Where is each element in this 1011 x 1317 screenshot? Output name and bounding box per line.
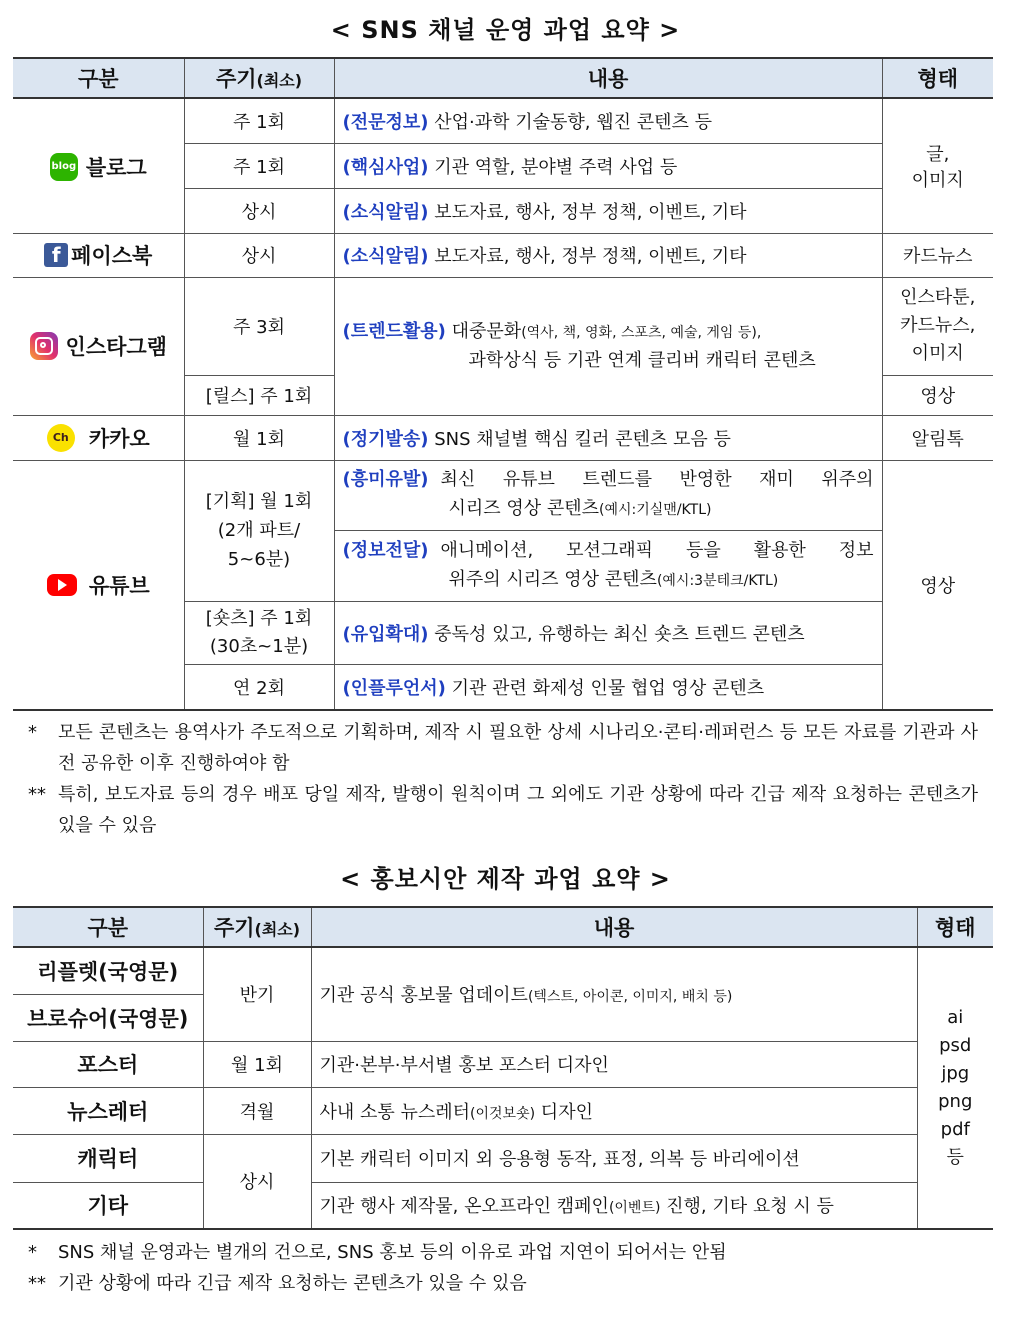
cycle-cell: 격월	[203, 1087, 311, 1134]
category-blog: blog 블로그	[13, 98, 184, 233]
header-category: 구분	[13, 907, 203, 947]
cycle-cell: 상시	[184, 188, 334, 233]
cycle-cell: 주 3회	[184, 277, 334, 375]
cycle-cell: 반기	[203, 947, 311, 1041]
header-content: 내용	[311, 907, 917, 947]
sns-table	[13, 57, 993, 711]
header-content: 내용	[334, 58, 882, 98]
category-facebook: f 페이스북	[13, 233, 184, 277]
content-cell: 사내 소통 뉴스레터(이것보숏) 디자인	[311, 1087, 917, 1134]
promo-table	[13, 906, 993, 1230]
content-cell: (트렌드활용) 대중문화(역사, 책, 영화, 스포츠, 예술, 게임 등), 과학상식 등 기관 연계 클리버 캐릭터 콘텐츠	[334, 277, 882, 415]
cycle-cell: 주 1회	[184, 98, 334, 143]
youtube-icon	[47, 574, 77, 596]
promo-section-title: < 홍보시안 제작 과업 요약 >	[340, 865, 671, 893]
table-row	[13, 277, 993, 375]
header-format: 형태	[917, 907, 993, 947]
header-format: 형태	[882, 58, 993, 98]
category-youtube: 유튜브	[13, 460, 184, 710]
content-cell: 기관 공식 홍보물 업데이트(텍스트, 아이콘, 이미지, 배치 등)	[311, 947, 917, 1041]
format-item: psd	[939, 1035, 972, 1056]
table-row	[13, 947, 993, 994]
header-cycle: 주기(최소)	[203, 907, 311, 947]
header-category: 구분	[13, 58, 184, 98]
sns-section-title: < SNS 채널 운영 과업 요약 >	[330, 16, 681, 44]
format-cell: 알림톡	[882, 415, 993, 460]
category-etc: 기타	[13, 1182, 203, 1229]
content-cell: (정기발송) SNS 채널별 핵심 킬러 콘텐츠 모음 등	[334, 415, 882, 460]
table-row	[13, 233, 993, 277]
category-instagram: 인스타그램	[13, 277, 184, 415]
content-cell: 기관·본부·부서별 홍보 포스터 디자인	[311, 1041, 917, 1087]
cycle-cell: [릴스] 주 1회	[184, 375, 334, 415]
note-item: * SNS 채널 운영과는 별개의 건으로, SNS 홍보 등의 이유로 과업 지연이 되어서는 안됨	[28, 1242, 727, 1263]
format-cell: 카드뉴스	[882, 233, 993, 277]
header-cycle: 주기(최소)	[184, 58, 334, 98]
format-item: ai	[947, 1007, 964, 1028]
table-row	[13, 1087, 993, 1134]
table-row	[13, 1182, 993, 1229]
blog-icon: blog	[50, 153, 78, 181]
note-item: ** 기관 상황에 따라 긴급 제작 요청하는 콘텐츠가 있을 수 있음	[28, 1273, 527, 1294]
category-character: 캐릭터	[13, 1134, 203, 1182]
table-row	[13, 415, 993, 460]
content-cell: (소식알림) 보도자료, 행사, 정부 정책, 이벤트, 기타	[334, 188, 882, 233]
cycle-cell: [숏츠] 주 1회 (30초~1분)	[184, 601, 334, 664]
content-cell: 기관 행사 제작물, 온오프라인 캠페인(이벤트) 진행, 기타 요청 시 등	[311, 1182, 917, 1229]
table-row	[13, 460, 993, 530]
cycle-cell: 상시	[203, 1134, 311, 1229]
content-cell: (흥미유발) 최신 유튜브 트렌드를 반영한 재미 위주의 시리즈 영상 콘텐츠(예시:기실맨/KTL)	[334, 460, 882, 530]
table-row	[13, 1041, 993, 1087]
format-item: 등	[946, 1147, 964, 1168]
table-row	[13, 1134, 993, 1182]
category-brochure: 브로슈어(국영문)	[13, 994, 203, 1041]
promo-notes	[28, 1237, 978, 1299]
format-item: pdf	[940, 1119, 970, 1140]
format-item: jpg	[941, 1063, 970, 1084]
cycle-cell: 상시	[184, 233, 334, 277]
content-cell: (핵심사업) 기관 역할, 분야별 주력 사업 등	[334, 143, 882, 188]
cycle-cell: [기획] 월 1회 (2개 파트/ 5~6분)	[184, 460, 334, 601]
kakao-channel-icon: Ch	[47, 424, 75, 452]
content-cell: (인플루언서) 기관 관련 화제성 인물 협업 영상 콘텐츠	[334, 664, 882, 710]
table-row	[13, 98, 993, 143]
note-item: ** 특히, 보도자료 등의 경우 배포 당일 제작, 발행이 원칙이며 그 외에도 기관 상황에 따라 긴급 제작 요청하는 콘텐츠가 있을 수 있음	[28, 784, 978, 836]
content-cell: (유입확대) 중독성 있고, 유행하는 최신 숏츠 트렌드 콘텐츠	[334, 601, 882, 664]
format-list	[917, 947, 993, 1229]
sns-notes	[28, 717, 978, 841]
format-cell: 영상	[882, 460, 993, 710]
content-cell: (정보전달) 애니메이션, 모션그래픽 등을 활용한 정보 위주의 시리즈 영상 콘텐츠(예시:3분테크/KTL)	[334, 530, 882, 601]
format-item: png	[938, 1091, 973, 1112]
cycle-cell: 월 1회	[203, 1041, 311, 1087]
note-item: * 모든 콘텐츠는 용역사가 주도적으로 기획하며, 제작 시 필요한 상세 시나리오·콘티·레퍼런스 등 모든 자료를 기관과 사전 공유한 이후 진행하여야 함	[28, 722, 978, 774]
content-cell: (전문정보) 산업·과학 기술동향, 웹진 콘텐츠 등	[334, 98, 882, 143]
instagram-icon	[30, 332, 58, 360]
cycle-cell: 월 1회	[184, 415, 334, 460]
category-kakao: Ch 카카오	[13, 415, 184, 460]
category-newsletter: 뉴스레터	[13, 1087, 203, 1134]
category-poster: 포스터	[13, 1041, 203, 1087]
content-cell: (소식알림) 보도자료, 행사, 정부 정책, 이벤트, 기타	[334, 233, 882, 277]
format-cell: 영상	[882, 375, 993, 415]
facebook-icon: f	[44, 243, 68, 267]
content-cell: 기본 캐릭터 이미지 외 응용형 동작, 표정, 의복 등 바리에이션	[311, 1134, 917, 1182]
cycle-cell: 주 1회	[184, 143, 334, 188]
category-leaflet: 리플렛(국영문)	[13, 947, 203, 994]
format-cell: 인스타툰, 카드뉴스, 이미지	[882, 277, 993, 375]
format-blog: 글, 이미지	[882, 98, 993, 233]
cycle-cell: 연 2회	[184, 664, 334, 710]
